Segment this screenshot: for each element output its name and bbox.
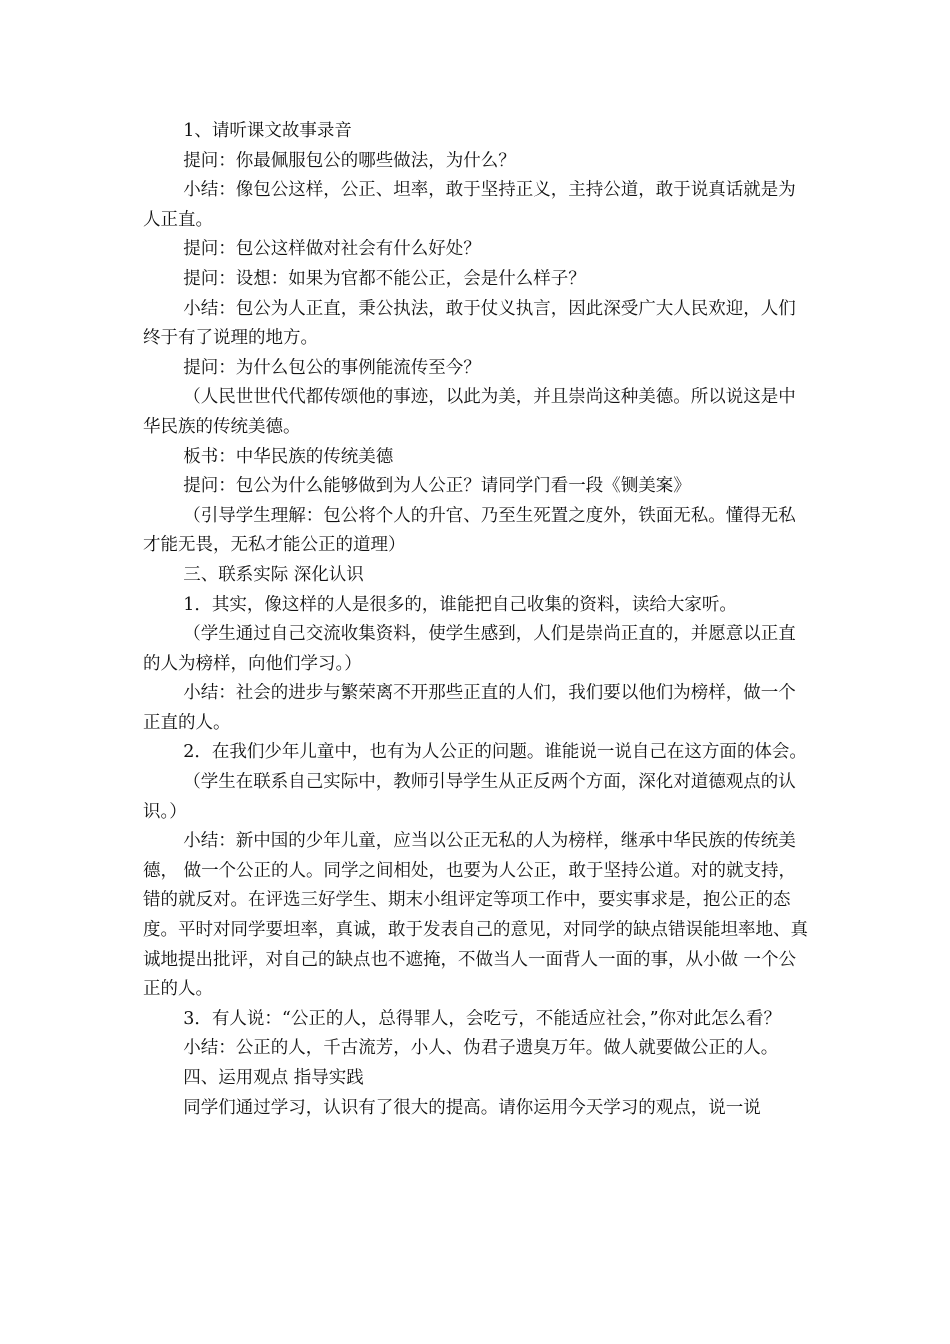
document-body (143, 117, 811, 1123)
paragraph-summary-welcomed: 小结：包公为人正直，秉公执法，敢于仗义执言，因此深受广大人民欢迎，人们终于有了说理的地方。 (143, 298, 796, 349)
paragraph-item-2: 2．在我们少年儿童中，也有为人公正的问题。谁能说一说自己在这方面的体会。 (183, 742, 807, 763)
paragraph-question-how: 提问：包公为什么能够做到为人公正？请同学门看一段《铡美案》 (183, 476, 691, 497)
paragraph-summary-progress: 小结：社会的进步与繁荣离不开那些正直的人们，我们要以他们为榜样，做一个正直的人。 (143, 683, 796, 733)
paragraph-note-exchange: （学生通过自己交流收集资料，使学生感到，人们是崇尚正直的，并愿意以正直的人为榜样，向他们学习。） (143, 624, 796, 674)
paragraph-apply: 同学们通过学习，认识有了很大的提高。请你运用今天学习的观点，说一说 (183, 1097, 761, 1118)
paragraph-item-1: 1．其实，像这样的人是很多的，谁能把自己收集的资料，读给大家听。 (183, 594, 737, 615)
paragraph-summary-fair-people: 小结：公正的人，千古流芳，小人、伪君子遗臭万年。做人就要做公正的人。 (183, 1038, 779, 1059)
paragraph-question-admire: 提问：你最佩服包公的哪些做法，为什么？ (183, 150, 516, 171)
paragraph-blackboard: 板书：中华民族的传统美德 (183, 446, 394, 467)
paragraph-question-imagine: 提问：设想：如果为官都不能公正，会是什么样子？ (183, 268, 586, 289)
paragraph-item-3: 3．有人说：“公正的人，总得罪人，会吃亏，不能适应社会，”你对此怎么看？ (183, 1008, 782, 1029)
paragraph-summary-upright: 小结：像包公这样，公正、坦率，敢于坚持正义，主持公道，敢于说真话就是为人正直。 (143, 180, 796, 230)
paragraph-note-reflect: （学生在联系自己实际中，教师引导学生从正反两个方面，深化对道德观点的认识。） (143, 772, 796, 822)
paragraph-note-selfless: （引导学生理解：包公将个人的升官、乃至生死置之度外，铁面无私。懂得无私才能无畏，无私才能公正的道理） (143, 505, 796, 556)
paragraph-question-benefit: 提问：包公这样做对社会有什么好处？ (183, 239, 481, 260)
paragraph-summary-children: 小结：新中国的少年儿童，应当以公正无私的人为榜样，继承中华民族的传统美德， 做一个公正的人。同学之间相处，也要为人公正，敢于坚持公道。对的就支持，错的就反对。在评选三好学生、期末小组评定等项工作中，要实事求是，抱公正的态度。平时对同学要坦率，真诚，敢于发表自己的意见，对同学的缺点错误能坦率地、真诚地提出批评，对自己的缺点也不遮掩，不做当人一面背人一面的事，从小做 一个公正的人。 (143, 831, 808, 1000)
paragraph-note-tradition: （人民世世代代都传颂他的事迹，以此为美，并且崇尚这种美德。所以说这是中华民族的传统美德。 (143, 387, 796, 437)
section-heading-3: 三、联系实际 深化认识 (183, 564, 364, 585)
section-heading-4: 四、运用观点 指导实践 (183, 1068, 364, 1088)
paragraph-listen-recording: 1、请听课文故事录音 (183, 121, 352, 141)
paragraph-question-passed-down: 提问：为什么包公的事例能流传至今？ (183, 357, 481, 378)
